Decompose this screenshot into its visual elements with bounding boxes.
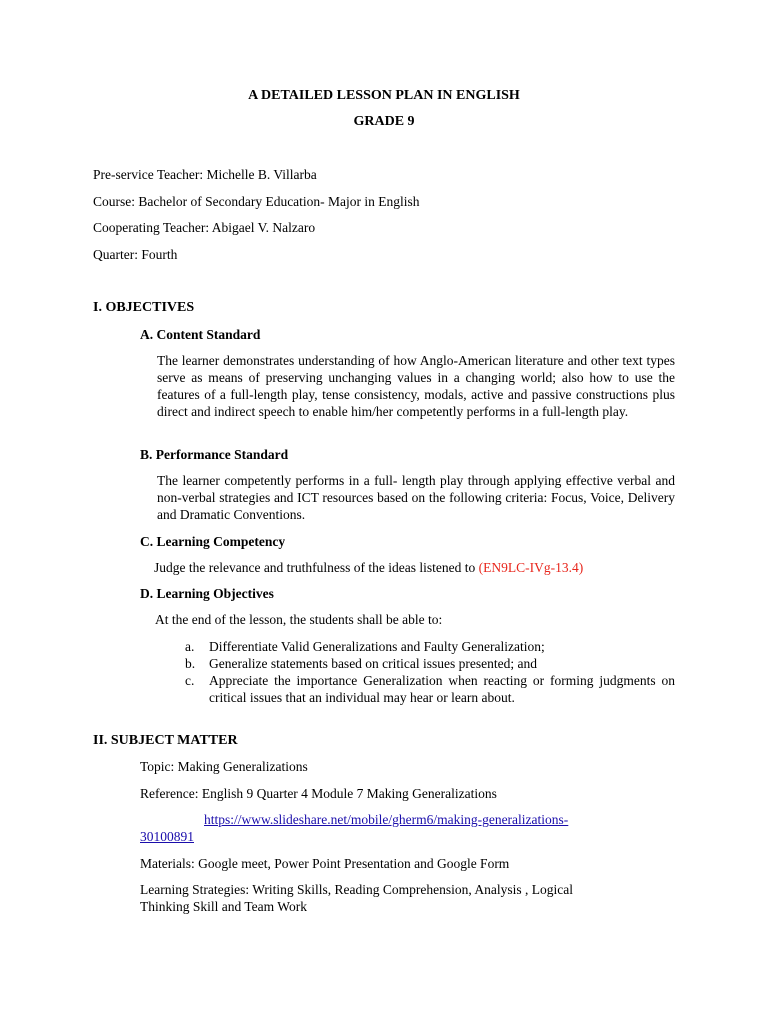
list-item — [185, 672, 675, 706]
competency-code: (EN9LC-IVg-13.4) — [478, 560, 584, 575]
performance-standard-label: B. Performance Standard — [140, 447, 289, 462]
learning-objectives-list — [185, 638, 675, 706]
performance-standard-text: The learner competently performs in a full- length play through applying effective verbal and non-verbal strategies and ICT resources based on the following criteria: Focus, Voice, Delivery and Dramatic Conventions. — [157, 473, 675, 522]
grade-heading: GRADE 9 — [353, 114, 415, 129]
list-item-marker: c. — [185, 673, 195, 688]
materials-line: Materials: Google meet, Power Point Presentation and Google Form — [140, 856, 510, 871]
content-standard-text: The learner demonstrates understanding of how Anglo-American literature and other text types serve as means of preserving unchanging values in a changing world; also how to use the features of a full-length play, tense consistency, modals, active and passive constructions plus direct and indirect speech to enable him/her competently performs in a full-length play. — [157, 353, 675, 419]
strategies-line-1: Learning Strategies: Writing Skills, Reading Comprehension, Analysis , Logical — [140, 882, 574, 897]
list-item — [185, 638, 675, 655]
reference-line: Reference: English 9 Quarter 4 Module 7 Making Generalizations — [140, 786, 497, 801]
content-standard-label: A. Content Standard — [140, 327, 261, 342]
info-cooperating-teacher: Cooperating Teacher: Abigael V. Nalzaro — [93, 220, 316, 235]
learning-competency-label: C. Learning Competency — [140, 534, 286, 549]
competency-statement: Judge the relevance and truthfulness of the ideas listened to — [154, 560, 479, 575]
document-title: A DETAILED LESSON PLAN IN ENGLISH — [248, 88, 520, 103]
info-course: Course: Bachelor of Secondary Education- Major in English — [93, 194, 420, 209]
list-item-text: Generalize statements based on critical issues presented; and — [209, 656, 538, 671]
topic-line: Topic: Making Generalizations — [140, 759, 308, 774]
learning-objectives-label: D. Learning Objectives — [140, 586, 274, 601]
reference-link-continuation[interactable] — [140, 829, 194, 845]
list-item-marker: b. — [185, 656, 196, 671]
strategies-line-2: Thinking Skill and Team Work — [140, 899, 307, 914]
info-quarter: Quarter: Fourth — [93, 247, 178, 262]
learning-competency-text — [154, 560, 583, 576]
subject-matter-heading: II. SUBJECT MATTER — [93, 733, 238, 748]
reference-link[interactable] — [204, 812, 568, 828]
list-item-text: Differentiate Valid Generalizations and Faulty Generalization; — [209, 639, 545, 654]
reference-link-part2[interactable]: 30100891 — [140, 829, 194, 844]
list-item-marker: a. — [185, 639, 195, 654]
info-teacher: Pre-service Teacher: Michelle B. Villarba — [93, 167, 317, 182]
list-item-text: Appreciate the importance Generalization when reacting or forming judgments on critical issues that an individual may hear or learn about. — [209, 673, 675, 705]
objectives-heading: I. OBJECTIVES — [93, 300, 195, 315]
list-item — [185, 655, 675, 672]
learning-objectives-intro: At the end of the lesson, the students shall be able to: — [155, 612, 443, 627]
reference-link-part1[interactable]: https://www.slideshare.net/mobile/gherm6/making-generalizations- — [204, 812, 569, 827]
